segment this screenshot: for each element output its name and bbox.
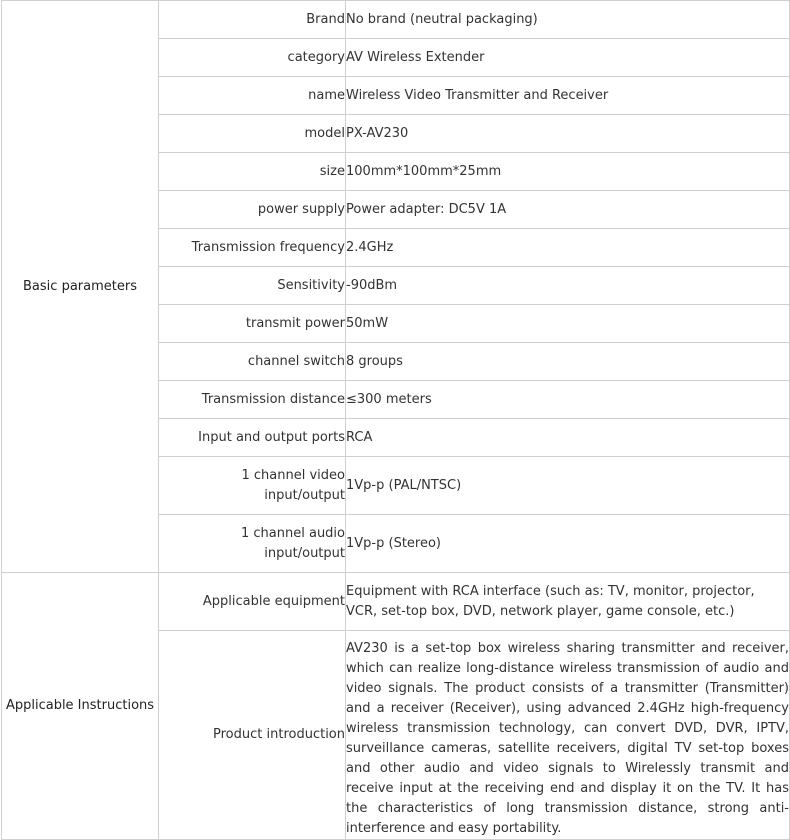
row-label: Transmission frequency [159,229,346,267]
row-value: ≤300 meters [346,381,790,419]
row-label: Input and output ports [159,419,346,457]
row-value: Equipment with RCA interface (such as: TV, monitor, projector, VCR, set-top box, DVD, network player, game console, etc.) [346,573,790,631]
row-label: size [159,153,346,191]
row-value: 2.4GHz [346,229,790,267]
row-value: PX-AV230 [346,115,790,153]
row-label: Sensitivity [159,267,346,305]
row-label: channel switch [159,343,346,381]
row-value: 1Vp-p (Stereo) [346,515,790,573]
row-label: Brand [159,1,346,39]
row-label: Product introduction [159,631,346,840]
section-title-applicable-instructions: Applicable Instructions [2,573,159,840]
row-value: Wireless Video Transmitter and Receiver [346,77,790,115]
row-value: -90dBm [346,267,790,305]
row-value: 100mm*100mm*25mm [346,153,790,191]
row-value: 50mW [346,305,790,343]
row-value: RCA [346,419,790,457]
section-title-basic-parameters: Basic parameters [2,1,159,573]
table-row [2,1,790,39]
row-value: 8 groups [346,343,790,381]
row-label: 1 channel video input/output [159,457,346,515]
row-label: Transmission distance [159,381,346,419]
row-value: AV Wireless Extender [346,39,790,77]
row-label: 1 channel audio input/output [159,515,346,573]
row-label: Applicable equipment [159,573,346,631]
row-label: transmit power [159,305,346,343]
row-label: power supply [159,191,346,229]
row-label: model [159,115,346,153]
spec-table [1,0,790,840]
table-row [2,573,790,631]
row-value: No brand (neutral packaging) [346,1,790,39]
row-value: Power adapter: DC5V 1A [346,191,790,229]
row-value: AV230 is a set-top box wireless sharing transmitter and receiver, which can realize long-distance wireless transmission of audio and video signals. The product consists of a transmitter (Transmitter) and a receiver (Receiver), using advanced 2.4GHz high-frequency wireless transmission technology, can convert DVD, DVR, IPTV, surveillance cameras, satellite receivers, digital TV set-top boxes and other audio and video signals to Wirelessly transmit and receive input at the receiving end and display it on the TV. It has the characteristics of long transmission distance, strong anti-interference and easy portability. [346,631,790,840]
row-label: category [159,39,346,77]
row-label: name [159,77,346,115]
row-value: 1Vp-p (PAL/NTSC) [346,457,790,515]
